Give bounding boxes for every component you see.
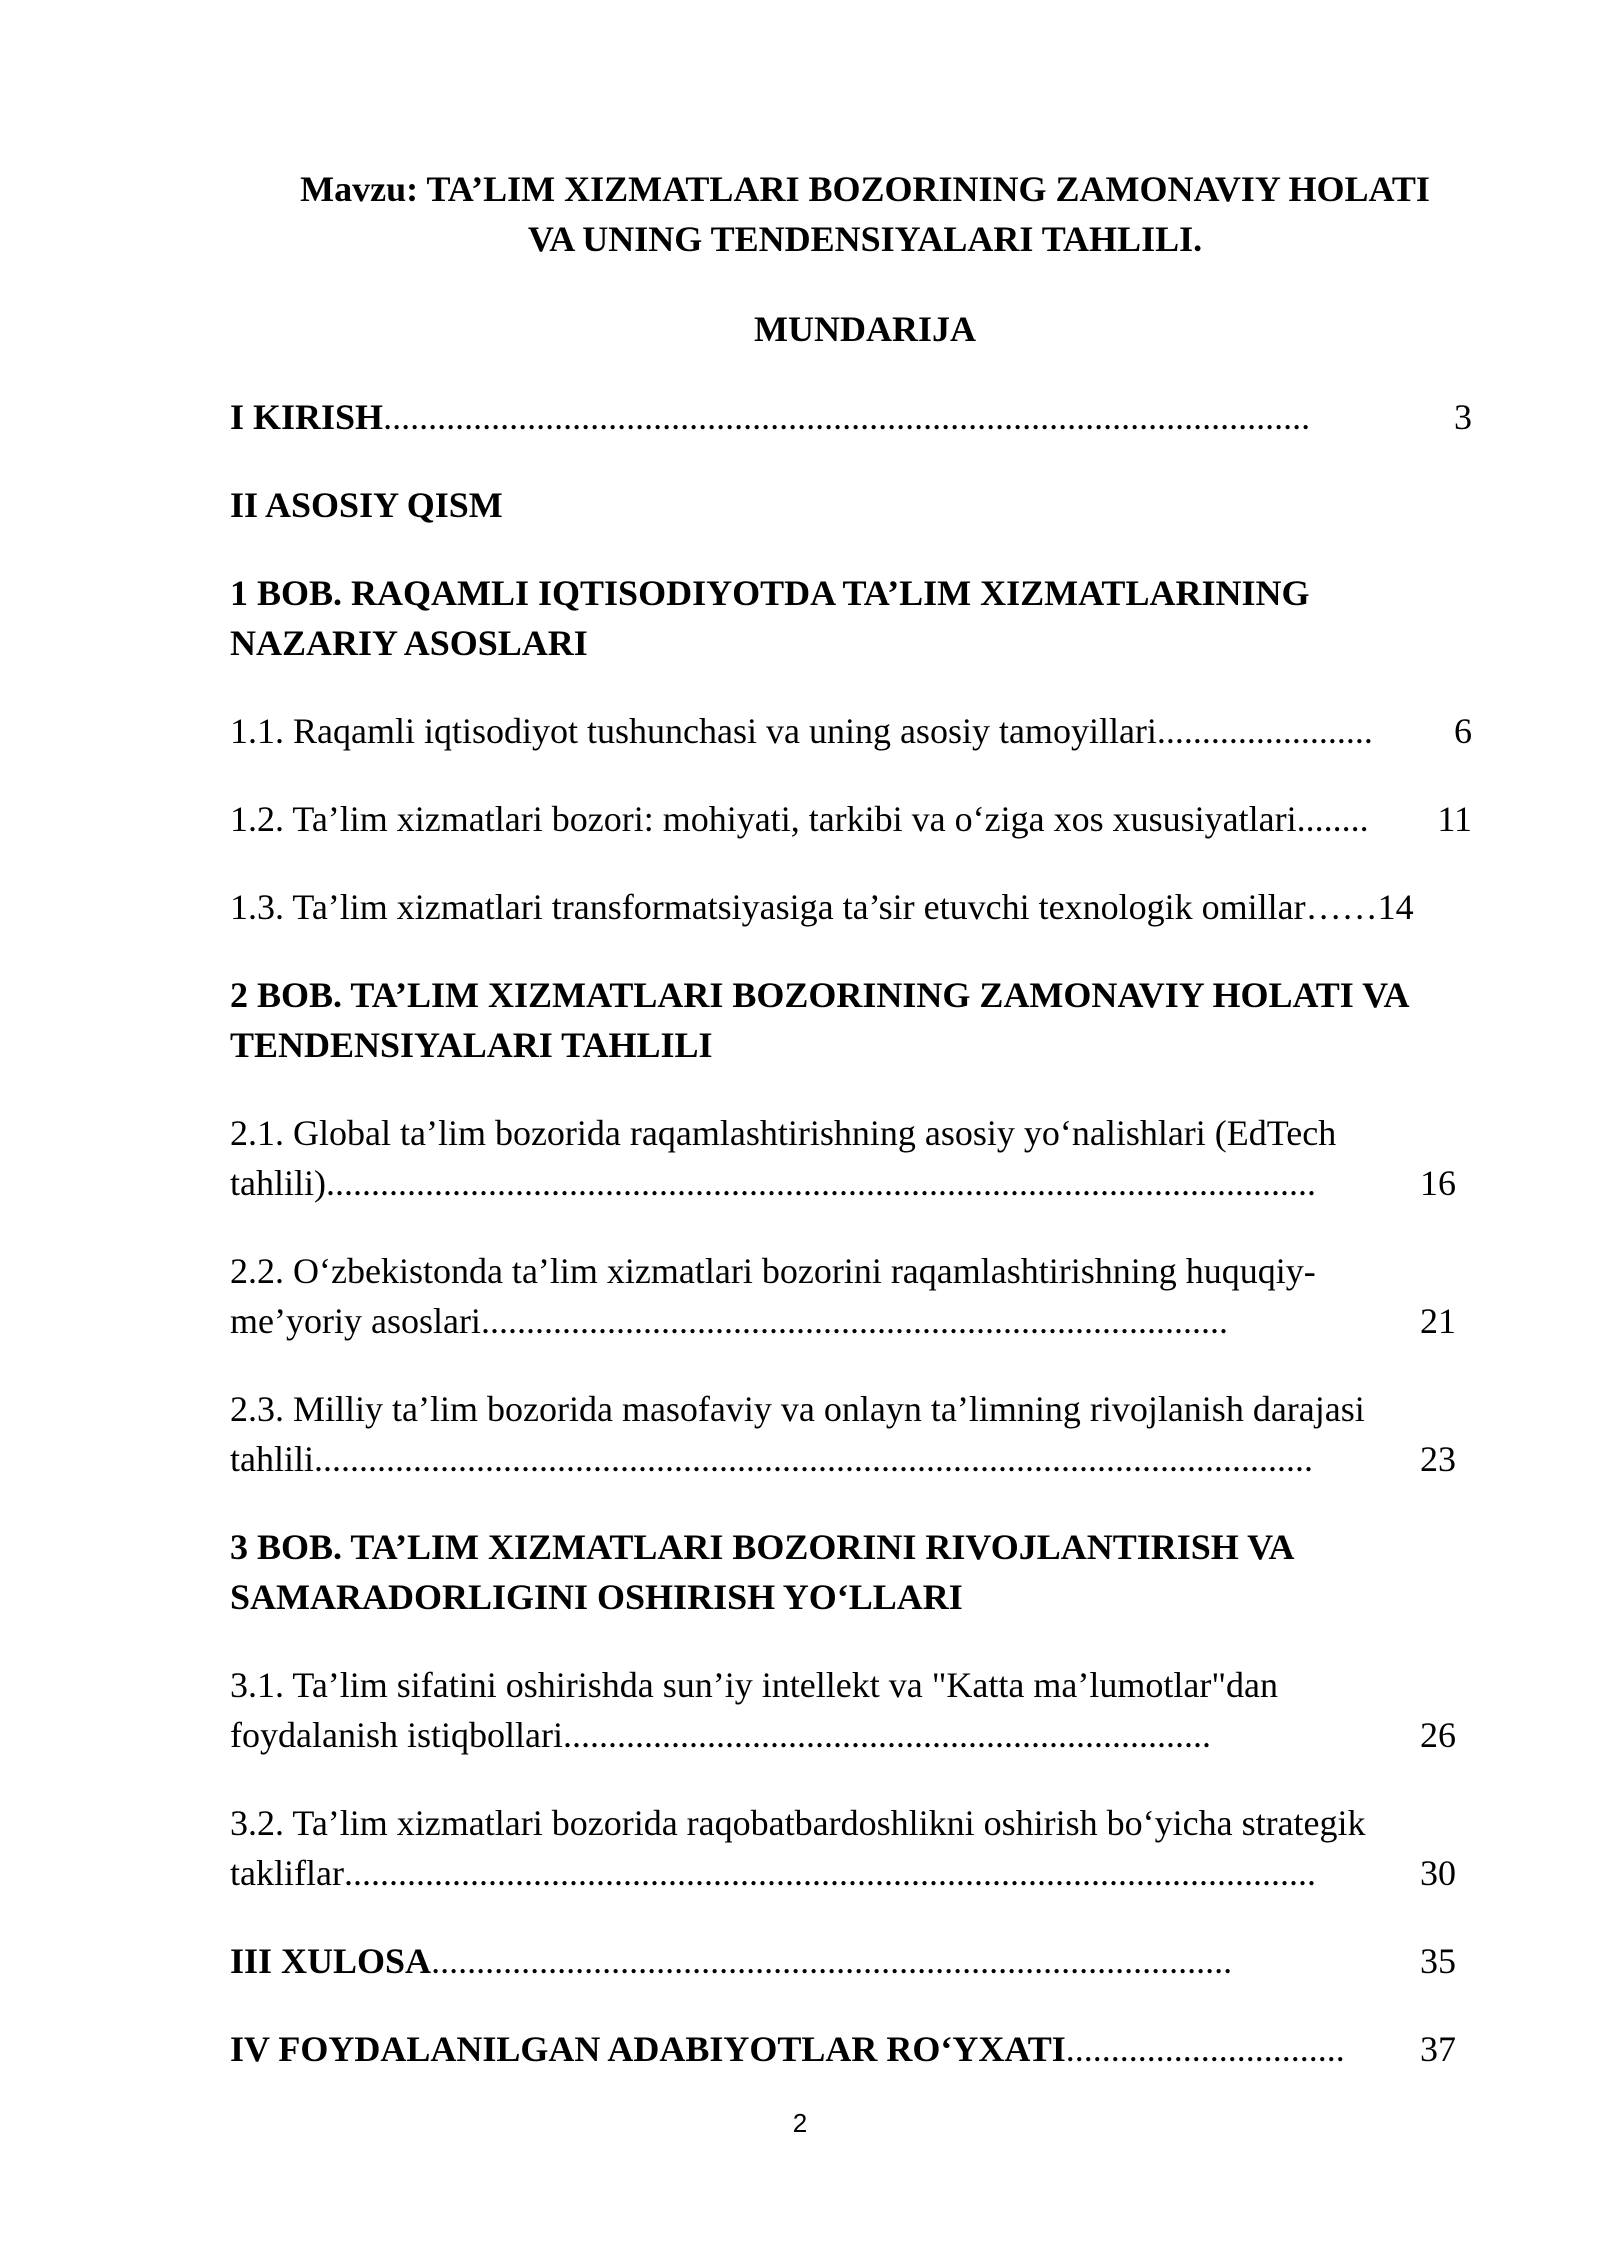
toc-entry-kirish-page: 3 — [1454, 397, 1472, 437]
toc-entry-2-2-line1: 2.2. O‘zbekistonda ta’lim xizmatlari bozorini raqamlashtirishning huquqiy- — [230, 1251, 1316, 1291]
toc-entry-2-1[interactable] — [230, 1158, 1456, 1208]
toc-leader-dots: ............................................................................................................ — [343, 1853, 1316, 1893]
toc-leader-dots: ......................................................................................... — [431, 1941, 1233, 1981]
toc-entry-1-2-page: 11 — [1437, 799, 1472, 839]
toc-leader-dots: ............................................................................................................... — [314, 1439, 1313, 1479]
toc-leader-dots: …… — [1305, 887, 1378, 927]
toc-entry-xulosa[interactable] — [230, 1936, 1456, 1986]
toc-entry-3-1-label: foydalanish istiqbollari — [230, 1715, 563, 1755]
toc-entry-1-1[interactable] — [230, 706, 1472, 756]
document-title-line2: VA UNING TENDENSIYALARI TAHLILI. — [527, 219, 1203, 259]
toc-chapter-2-line1: 2 BOB. TA’LIM XIZMATLARI BOZORINING ZAMONAVIY HOLATI VA — [230, 975, 1410, 1015]
toc-entry-1-1-page: 6 — [1454, 711, 1472, 751]
toc-section-asosiy-qism: II ASOSIY QISM — [230, 485, 503, 525]
toc-entry-3-1-line1: 3.1. Ta’lim sifatini oshirishda sun’iy intellekt va "Katta ma’lumotlar"dan — [230, 1665, 1278, 1705]
toc-entry-1-3-page: 14 — [1377, 887, 1414, 927]
toc-chapter-2-line2: TENDENSIYALARI TAHLILI — [230, 1025, 713, 1065]
toc-entry-1-1-label: 1.1. Raqamli iqtisodiyot tushunchasi va uning asosiy tamoyillari — [230, 711, 1157, 751]
toc-entry-3-1[interactable] — [230, 1710, 1456, 1760]
toc-entry-2-3-label: tahlili — [230, 1439, 314, 1479]
toc-entry-3-1-page: 26 — [1420, 1715, 1456, 1755]
toc-entry-3-2-label: takliflar — [230, 1853, 344, 1893]
toc-entry-3-2[interactable] — [230, 1848, 1456, 1898]
toc-entry-2-1-page: 16 — [1420, 1163, 1456, 1203]
toc-entry-2-3-line1: 2.3. Milliy ta’lim bozorida masofaviy va onlayn ta’limning rivojlanish darajasi — [230, 1389, 1365, 1429]
toc-leader-dots: ....................................................................................................... — [383, 397, 1311, 437]
toc-entry-1-2-label: 1.2. Ta’lim xizmatlari bozori: mohiyati, tarkibi va o‘ziga xos xususiyatlari — [230, 799, 1297, 839]
toc-chapter-3-line2: SAMARADORLIGINI OSHIRISH YO‘LLARI — [230, 1577, 963, 1617]
toc-entry-adabiyotlar[interactable] — [230, 2024, 1456, 2074]
toc-heading: MUNDARIJA — [754, 309, 976, 349]
toc-leader-dots: .............................................................................................................. — [325, 1163, 1316, 1203]
toc-entry-2-3-page: 23 — [1420, 1439, 1456, 1479]
toc-entry-2-1-line1: 2.1. Global ta’lim bozorida raqamlashtirishning asosiy yo‘nalishlari (EdTech — [230, 1113, 1337, 1153]
toc-leader-dots: ........ — [1296, 799, 1369, 839]
toc-entry-2-2-label: me’yoriy asoslari — [230, 1301, 481, 1341]
toc-chapter-1-line1: 1 BOB. RAQAMLI IQTISODIYOTDA TA’LIM XIZMATLARINING — [230, 573, 1310, 613]
toc-entry-xulosa-page: 35 — [1420, 1941, 1456, 1981]
toc-leader-dots: ........................ — [1156, 711, 1373, 751]
toc-chapter-3-line1: 3 BOB. TA’LIM XIZMATLARI BOZORINI RIVOJLANTIRISH VA — [230, 1527, 1295, 1567]
toc-entry-kirish[interactable] — [230, 392, 1472, 442]
toc-entry-2-1-label: tahlili) — [230, 1163, 326, 1203]
toc-entry-2-2[interactable] — [230, 1296, 1456, 1346]
toc-entry-2-2-page: 21 — [1420, 1301, 1456, 1341]
toc-entry-2-3[interactable] — [230, 1434, 1456, 1484]
toc-entry-3-2-line1: 3.2. Ta’lim xizmatlari bozorida raqobatbardoshlikni oshirish bo‘yicha strategik — [230, 1803, 1366, 1843]
toc-leader-dots: ............................... — [1065, 2029, 1345, 2069]
toc-entry-1-2[interactable] — [230, 794, 1472, 844]
toc-entry-1-3[interactable] — [230, 882, 1480, 932]
toc-chapter-1-line2: NAZARIY ASOSLARI — [230, 623, 588, 663]
toc-entry-kirish-label: I KIRISH — [230, 397, 384, 437]
toc-entry-1-3-label: 1.3. Ta’lim xizmatlari transformatsiyasiga ta’sir etuvchi texnologik omillar — [230, 887, 1306, 927]
toc-entry-xulosa-label: III XULOSA — [230, 1941, 432, 1981]
toc-entry-adabiyotlar-page: 37 — [1420, 2029, 1456, 2069]
toc-leader-dots: ........................................................................ — [562, 1715, 1211, 1755]
document-title-line1: Mavzu: TA’LIM XIZMATLARI BOZORINING ZAMONAVIY HOLATI — [300, 169, 1430, 209]
toc-entry-adabiyotlar-label: IV FOYDALANILGAN ADABIYOTLAR RO‘YXATI — [230, 2029, 1066, 2069]
toc-entry-3-2-page: 30 — [1420, 1853, 1456, 1893]
page-number: 2 — [792, 2108, 808, 2138]
toc-leader-dots: ................................................................................... — [480, 1301, 1228, 1341]
